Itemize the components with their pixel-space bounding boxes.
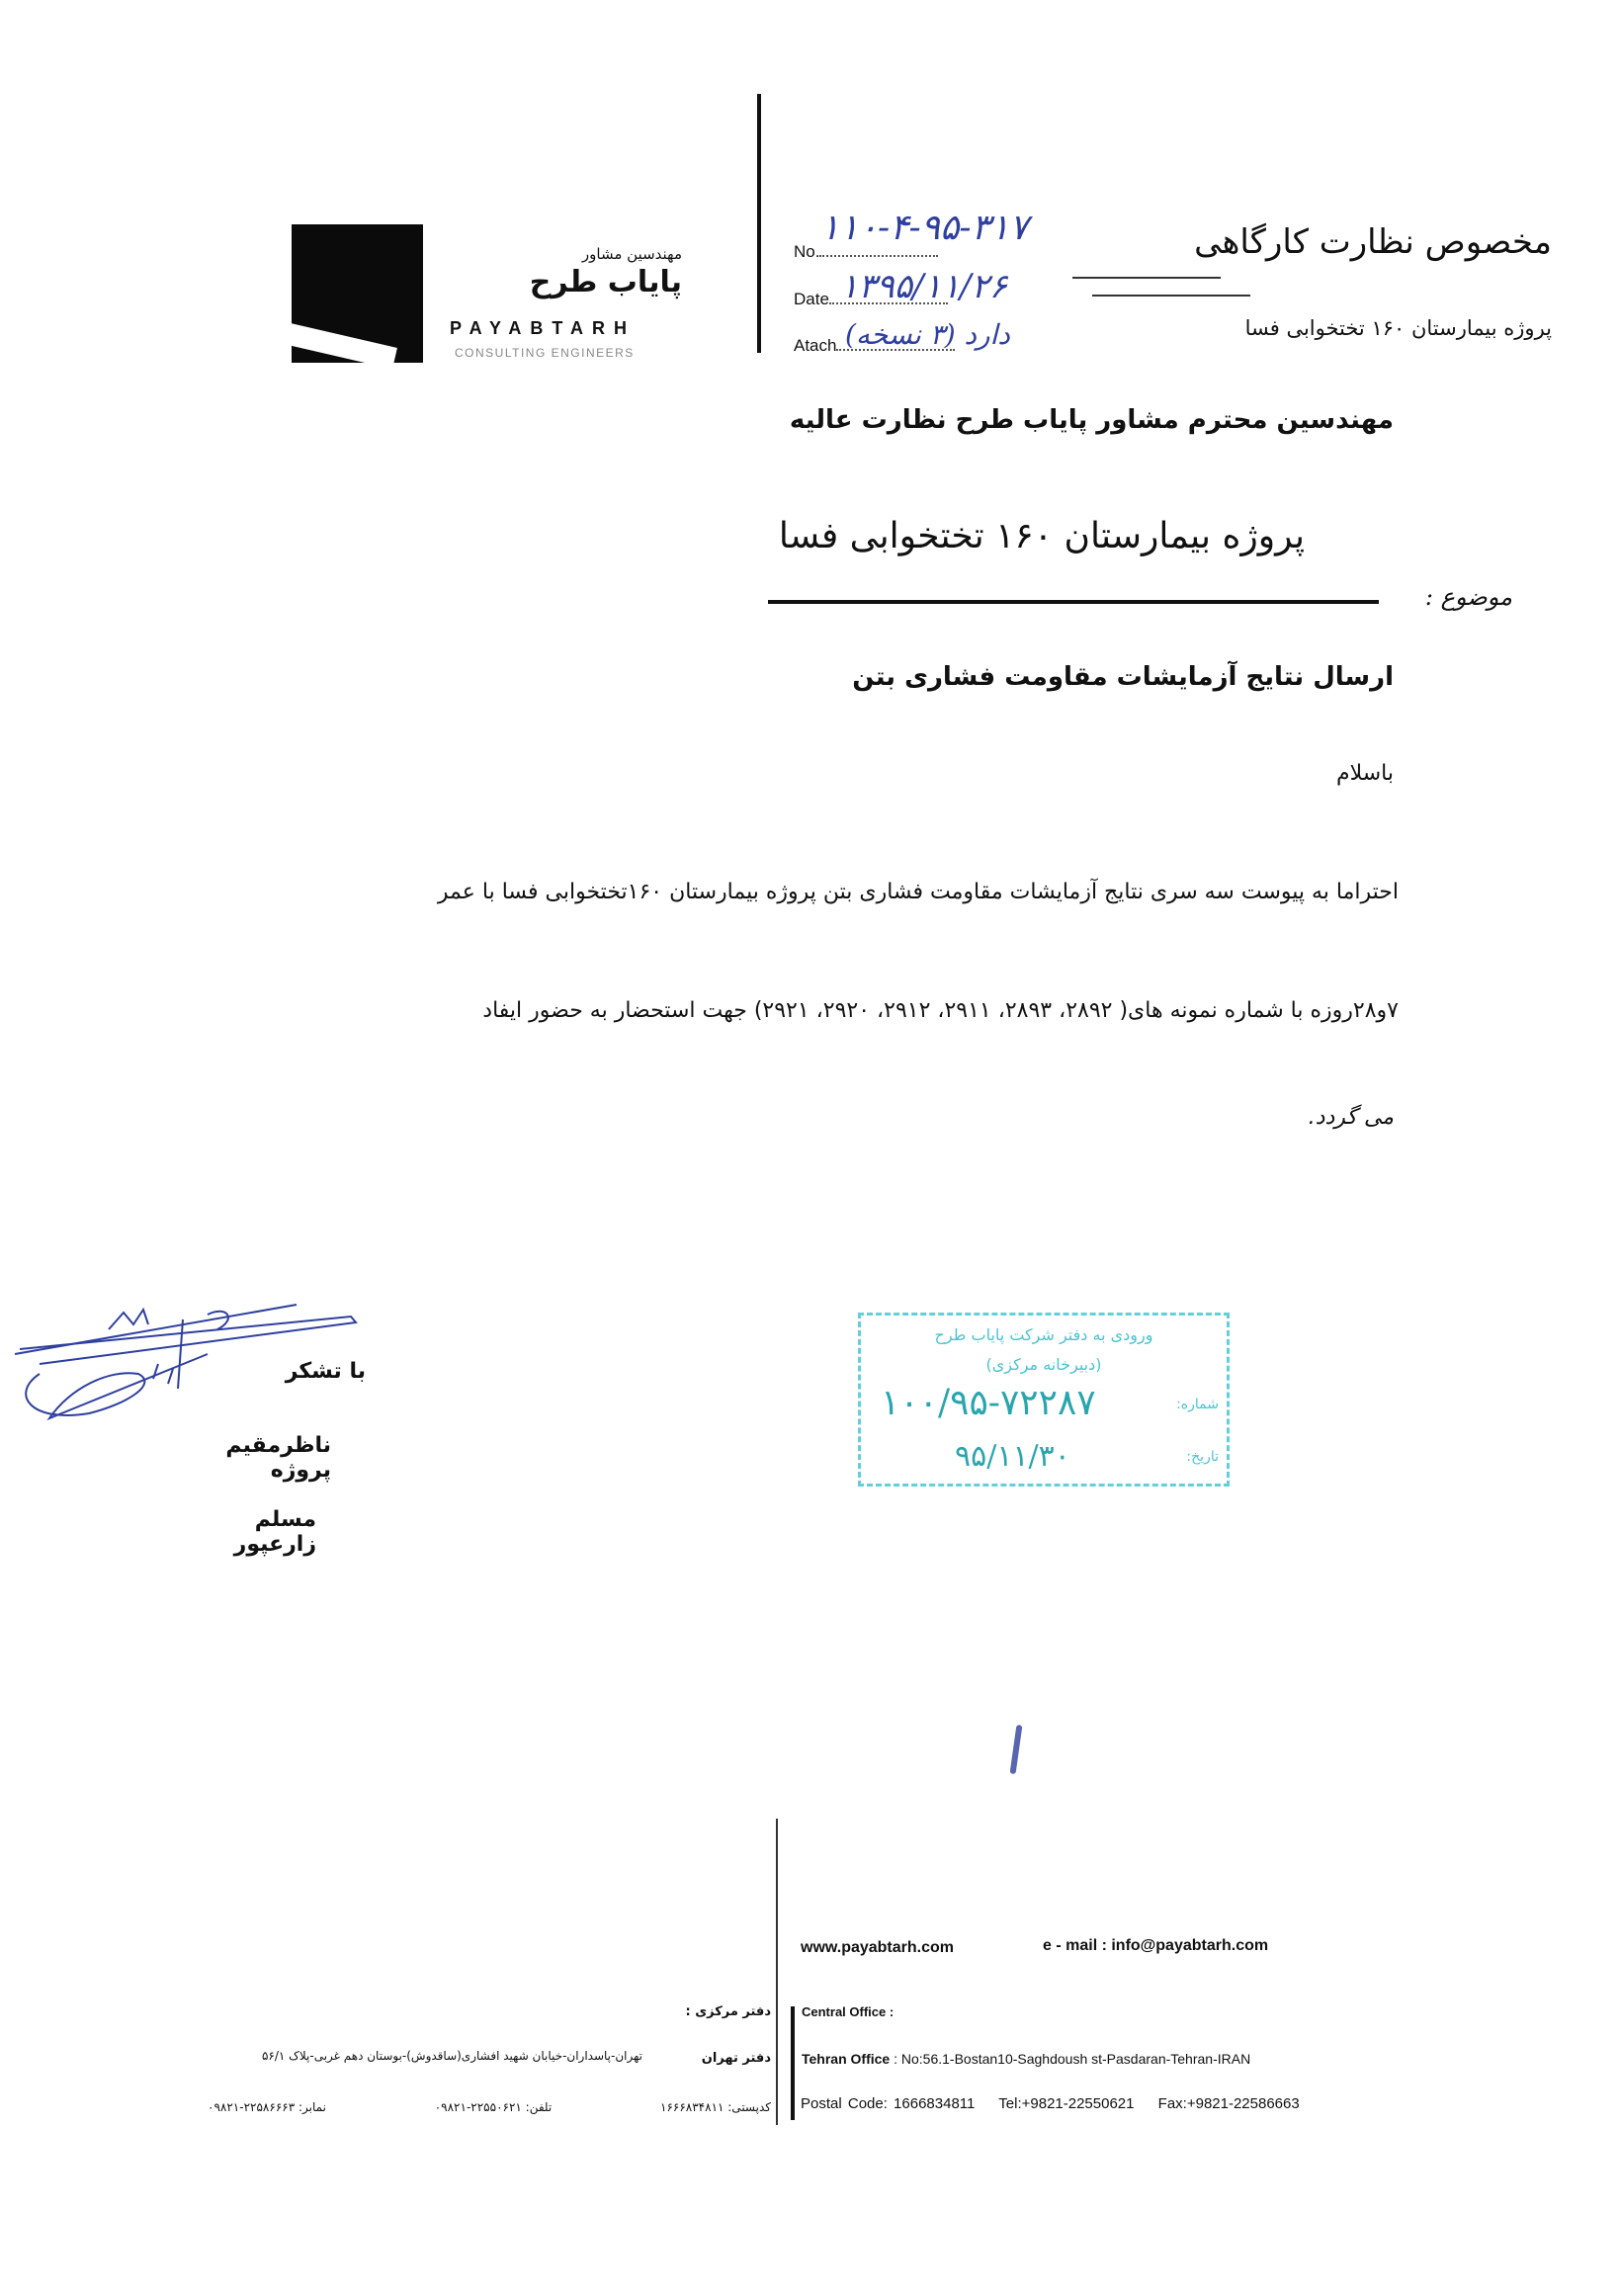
tehran-office-address-text: : No:56.1-Bostan10-Saghdoush st-Pasdaran-Tehran-IRAN [890,2051,1251,2067]
letter-number-label: No. [794,242,820,261]
tehran-office-address-fa: تهران-پاسداران-خیابان شهید افشاری(ساقدوش)-بوستان دهم غربی-پلاک ۵۶/۱ [261,2049,642,2063]
central-office-label: Central Office : [802,2004,895,2019]
postal-code: Postal Code: 1666834811 [801,2095,976,2112]
company-name-fa-small: مهندسین مشاور [581,245,682,263]
ink-mark [1010,1725,1023,1774]
letter-date-label: Date [794,290,829,308]
company-tagline-en: CONSULTING ENGINEERS [455,346,635,360]
tehran-office-address [802,2051,1250,2067]
header-divider [757,94,761,353]
company-name-fa: پایاب طرح [529,265,682,299]
dotted-line [819,255,938,257]
footer-divider [776,1819,778,2125]
stamp-date-value: ۹۵/۱۱/۳۰ [955,1439,1070,1474]
company-name-en: PAYABTARH [450,318,637,338]
subject-underline [768,600,1379,604]
title-underline [1092,295,1250,297]
project-name: پروژه بیمارستان ۱۶۰ تختخوابی فسا [778,516,1305,556]
stamp-subheading: (دبیرخانه مرکزی) [985,1355,1102,1374]
body-paragraph-line-2: ۷و۲۸روزه با شماره نمونه های( ۲۸۹۲، ۲۸۹۳، ۲۹۱۱، ۲۹۱۲، ۲۹۲۰، ۲۹۲۱) جهت استحضار به حضور ایفاد [482,998,1399,1023]
telephone-fa: تلفن: ۲۲۵۵۰۶۲۱-۰۹۸۲۱ [434,2100,553,2114]
fax-fa: نمابر: ۲۲۵۸۶۶۶۳-۰۹۸۲۱ [208,2100,326,2114]
greeting: باسلام [1335,761,1394,786]
tehran-office-label: Tehran Office [802,2051,891,2067]
title-underline [1072,277,1221,279]
contact-line-fa [208,2100,771,2114]
subject-label: موضوع : [1424,583,1512,611]
telephone: Tel:+9821-22550621 [998,2095,1135,2112]
stamp-heading: ورودی به دفتر شرکت پایاب طرح [934,1325,1153,1344]
letter-attachment-value: دارد (۳ نسخه) [845,318,1010,351]
company-logo-mark [292,224,423,363]
stamp-number-label: شماره: [1176,1397,1219,1412]
postal-code-fa: کدپستی: ۱۶۶۶۸۳۴۸۱۱ [660,2100,771,2114]
received-stamp [858,1313,1230,1487]
stamp-number-value: ۱۰۰/۹۵-۷۲۲۸۷ [881,1383,1096,1423]
tehran-office-label-fa: دفتر تهران [701,2051,771,2066]
letter-number-value: ۱۱۰-۴-۹۵-۳۱۷ [820,208,1029,248]
signer-role: ناظرمقیم پروژه [225,1433,331,1483]
letter-date-value: ۱۳۹۵/۱۱/۲۶ [840,267,1008,306]
closing-thanks: با تشکر [285,1359,366,1384]
body-paragraph-line-1: احتراما به پیوست سه سری نتایج آزمایشات مقاومت فشاری بتن پروژه بیمارستان ۱۶۰تختخوابی فسا با عمر [437,880,1399,904]
central-office-label-fa: دفتر مرکزی : [685,2004,771,2019]
contact-line [801,2095,1318,2112]
body-paragraph-line-3: می گردد. [1308,1105,1394,1130]
signer-name: مسلم زارعپور [233,1507,316,1557]
subject: ارسال نتایج آزمایشات مقاومت فشاری بتن [852,662,1394,692]
stamp-date-label: تاریخ: [1186,1449,1219,1465]
project-name-header: پروژه بیمارستان ۱۶۰ تختخوابی فسا [1244,316,1552,340]
footer-address-bar [791,2006,795,2120]
logo-white-bar [292,321,397,363]
fax: Fax:+9821-22586663 [1157,2095,1300,2112]
letter-attachment-label: Atach [794,336,837,355]
email-link[interactable]: e - mail : info@payabtarh.com [1043,1937,1269,1954]
website-link[interactable]: www.payabtarh.com [801,1939,954,1956]
special-title: مخصوص نظارت کارگاهی [1194,222,1552,262]
recipient: مهندسین محترم مشاور پایاب طرح نظارت عالیه [789,405,1394,435]
